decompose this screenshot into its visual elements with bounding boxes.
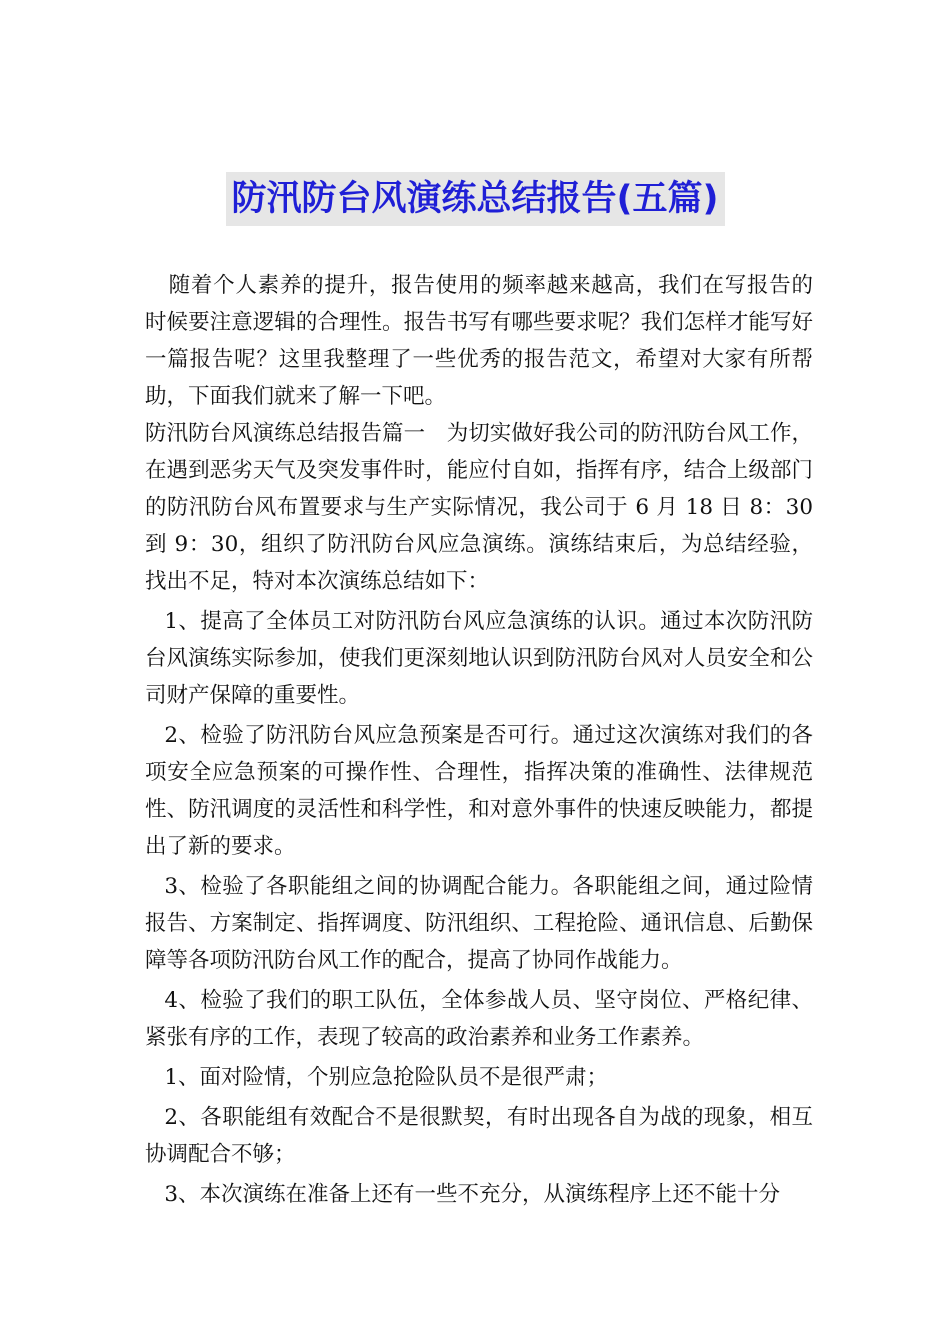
- paragraph-section-1: 防汛防台风演练总结报告篇一 为切实做好我公司的防汛防台风工作，在遇到恶劣天气及突发事件时，能应付自如，指挥有序，结合上级部门的防汛防台风布置要求与生产实际情况，我公司于 6 月 18 日 8：30 到 9：30，组织了防汛防台风应急演练。演练结束后，为总结经验，找出不足，特对本次演练总结如下：: [145, 421, 813, 594]
- paragraph-issue-3: 3、本次演练在准备上还有一些不充分，从演练程序上还不能十分: [164, 1182, 781, 1207]
- document-title: 防汛防台风演练总结报告(五篇): [226, 172, 725, 226]
- paragraph-issue-1: 1、面对险情，个别应急抢险队员不是很严肃；: [164, 1065, 609, 1090]
- paragraph-intro: 随着个人素养的提升，报告使用的频率越来越高，我们在写报告的时候要注意逻辑的合理性。报告书写有哪些要求呢？我们怎样才能写好一篇报告呢？这里我整理了一些优秀的报告范文，希望对大家有所帮助，下面我们就来了解一下吧。: [145, 273, 813, 409]
- paragraph-point-1: 1、提高了全体员工对防汛防台风应急演练的认识。通过本次防汛防台风演练实际参加，使我们更深刻地认识到防汛防台风对人员安全和公司财产保障的重要性。: [145, 609, 813, 708]
- paragraph-issue-2: 2、各职能组有效配合不是很默契，有时出现各自为战的现象，相互协调配合不够；: [145, 1105, 813, 1167]
- document-body: [145, 267, 813, 1213]
- paragraph-point-3: 3、检验了各职能组之间的协调配合能力。各职能组之间，通过险情报告、方案制定、指挥调度、防汛组织、工程抢险、通讯信息、后勤保障等各项防汛防台风工作的配合，提高了协同作战能力。: [145, 874, 813, 973]
- paragraph-point-2: 2、检验了防汛防台风应急预案是否可行。通过这次演练对我们的各项安全应急预案的可操作性、合理性，指挥决策的准确性、法律规范性、防汛调度的灵活性和科学性，和对意外事件的快速反映能力，都提出了新的要求。: [145, 723, 813, 859]
- title-wrap: [0, 172, 950, 226]
- paragraph-point-4: 4、检验了我们的职工队伍，全体参战人员、坚守岗位、严格纪律、紧张有序的工作，表现了较高的政治素养和业务工作素养。: [145, 988, 813, 1050]
